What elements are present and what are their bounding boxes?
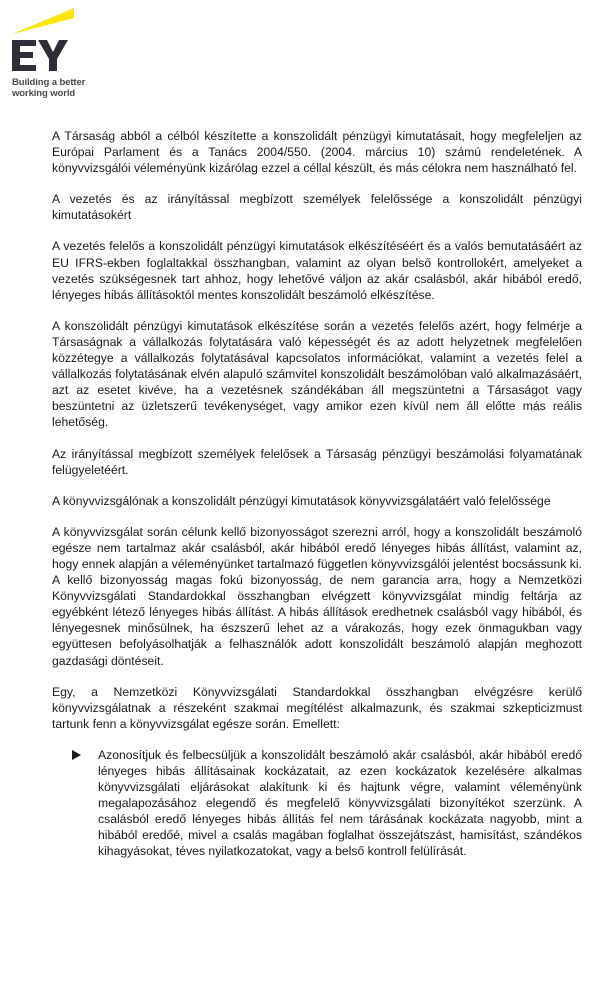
ey-logo (12, 8, 102, 98)
logo-tagline-line2: working world (12, 87, 76, 99)
paragraph-professional-judgement: Egy, a Nemzetközi Könyvvizsgálati Standardokkal összhangban elvégzésre kerülő könyvvizsgálatnak a részeként szakmai megítélést alkalmazunk, és szakmai szkepticizmust tartunk fenn a könyvvizsgálat egésze során. Emellett: (52, 684, 582, 731)
bullet-text: Azonosítjuk és felbecsüljük a konszolidált beszámoló akár csalásból, akár hibából eredő lényeges hibás állításainak kockázatait, az ezen kockázatok kezelésére alkalmas könyvvizsgálati eljárásokat alakítunk ki és hajtunk végre, valamint véleményünk megalapozásához elegendő és megfelelő könyvvizsgálati bizonyítékot szerzünk. A csalásból eredő lényeges hibás állítás fel nem tárásának kockázata nagyobb, mint a hibából eredőé, mivel a csalás magában foglalhat összejátszást, hamisítást, szándékos kihagyásokat, téves nyilatkozatokat, vagy a belső kontroll felülírását. (98, 747, 582, 859)
logo-beam-shape (12, 8, 74, 34)
bullet-item-risk-assessment (52, 747, 582, 860)
logo-letter-e-shape (12, 40, 36, 71)
ey-logo-mark (12, 8, 92, 72)
paragraph-audit-objective: A könyvvizsgálat során célunk kellő bizonyosságot szerezni arról, hogy a konszolidált beszámoló egésze nem tartalmaz akár csalásból, akár hibából eredő lényeges hibás állítást, valamint az, hogy ennek alapján a véleményünket tartalmazó független könyvvizsgálói jelentést bocsássunk ki. A kellő bizonyosság magas fokú bizonyosság, de nem garancia arra, hogy a Nemzetközi Könyvvizsgálati Standardokkal összhangban elvégzett könyvvizsgálat mindig feltárja az egyébként létező lényeges hibás állítást. A hibás állítások eredhetnek csalásból vagy hibából, és lényegesnek minősülnek, ha észszerű lehet az a várakozás, hogy ezek önmagukban vagy együttesen befolyásolhatják a felhasználók adott konszolidált beszámoló alapján meghozott gazdasági döntéseit. (52, 524, 582, 668)
section-heading-auditor-responsibility: A könyvvizsgálónak a konszolidált pénzügyi kimutatások könyvvizsgálatáért való felelőssége (52, 493, 551, 508)
document-body (52, 128, 582, 860)
paragraph-management-responsibility: A vezetés felelős a konszolidált pénzügyi kimutatások elkészítéséért és a valós bemutatásáért az EU IFRS-ekben foglaltakkal összhangban, valamint az olyan belső kontrollokért, amelyeket a vezetés szükségesnek tart ahhoz, hogy lehetővé váljon az akár csalásból, akár hibából eredő, lényeges hibás állításoktól mentes konszolidált beszámoló elkészítése. (52, 239, 582, 302)
logo-tagline (12, 78, 122, 99)
section-heading-management-responsibility: A vezetés és az irányítással megbízott személyek felelőssége a konszolidált pénzügyi kimutatásokért (52, 192, 582, 223)
triangle-bullet-icon (72, 750, 81, 760)
logo-letter-y-shape (38, 40, 68, 71)
paragraph-governance-oversight: Az irányítással megbízott személyek felelősek a Társaság pénzügyi beszámolási folyamatának felügyeletéért. (52, 446, 582, 477)
logo-tagline-line1: Building a better (12, 77, 86, 88)
paragraph-purpose: A Társaság abból a célból készítette a konszolidált pénzügyi kimutatásait, hogy megfeleljen az Európai Parlament és a Tanács 2004/550. (2004. március 10) számú rendeletének. A könyvvizsgálói véleményünk kizárólag ezzel a céllal készült, és más célokra nem használható fel. (52, 129, 582, 176)
paragraph-going-concern: A konszolidált pénzügyi kimutatások elkészítése során a vezetés felelős azért, hogy felmérje a Társaságnak a vállalkozás folytatására való képességét és az adott helyzetnek megfelelően közzétegye a vállalkozás folytatásával kapcsolatos információkat, valamint a vezetés felel a vállalkozás folytatásának elvén alapuló számvitel konszolidált beszámolóban való alkalmazásáért, azt az esetet kivéve, ha a vezetésnek szándékában áll megszüntetni a Társaságot vagy beszüntetni az üzletszerű tevékenységet, vagy amikor ezen kívül nem áll előtte más reális lehetőség. (52, 318, 582, 430)
